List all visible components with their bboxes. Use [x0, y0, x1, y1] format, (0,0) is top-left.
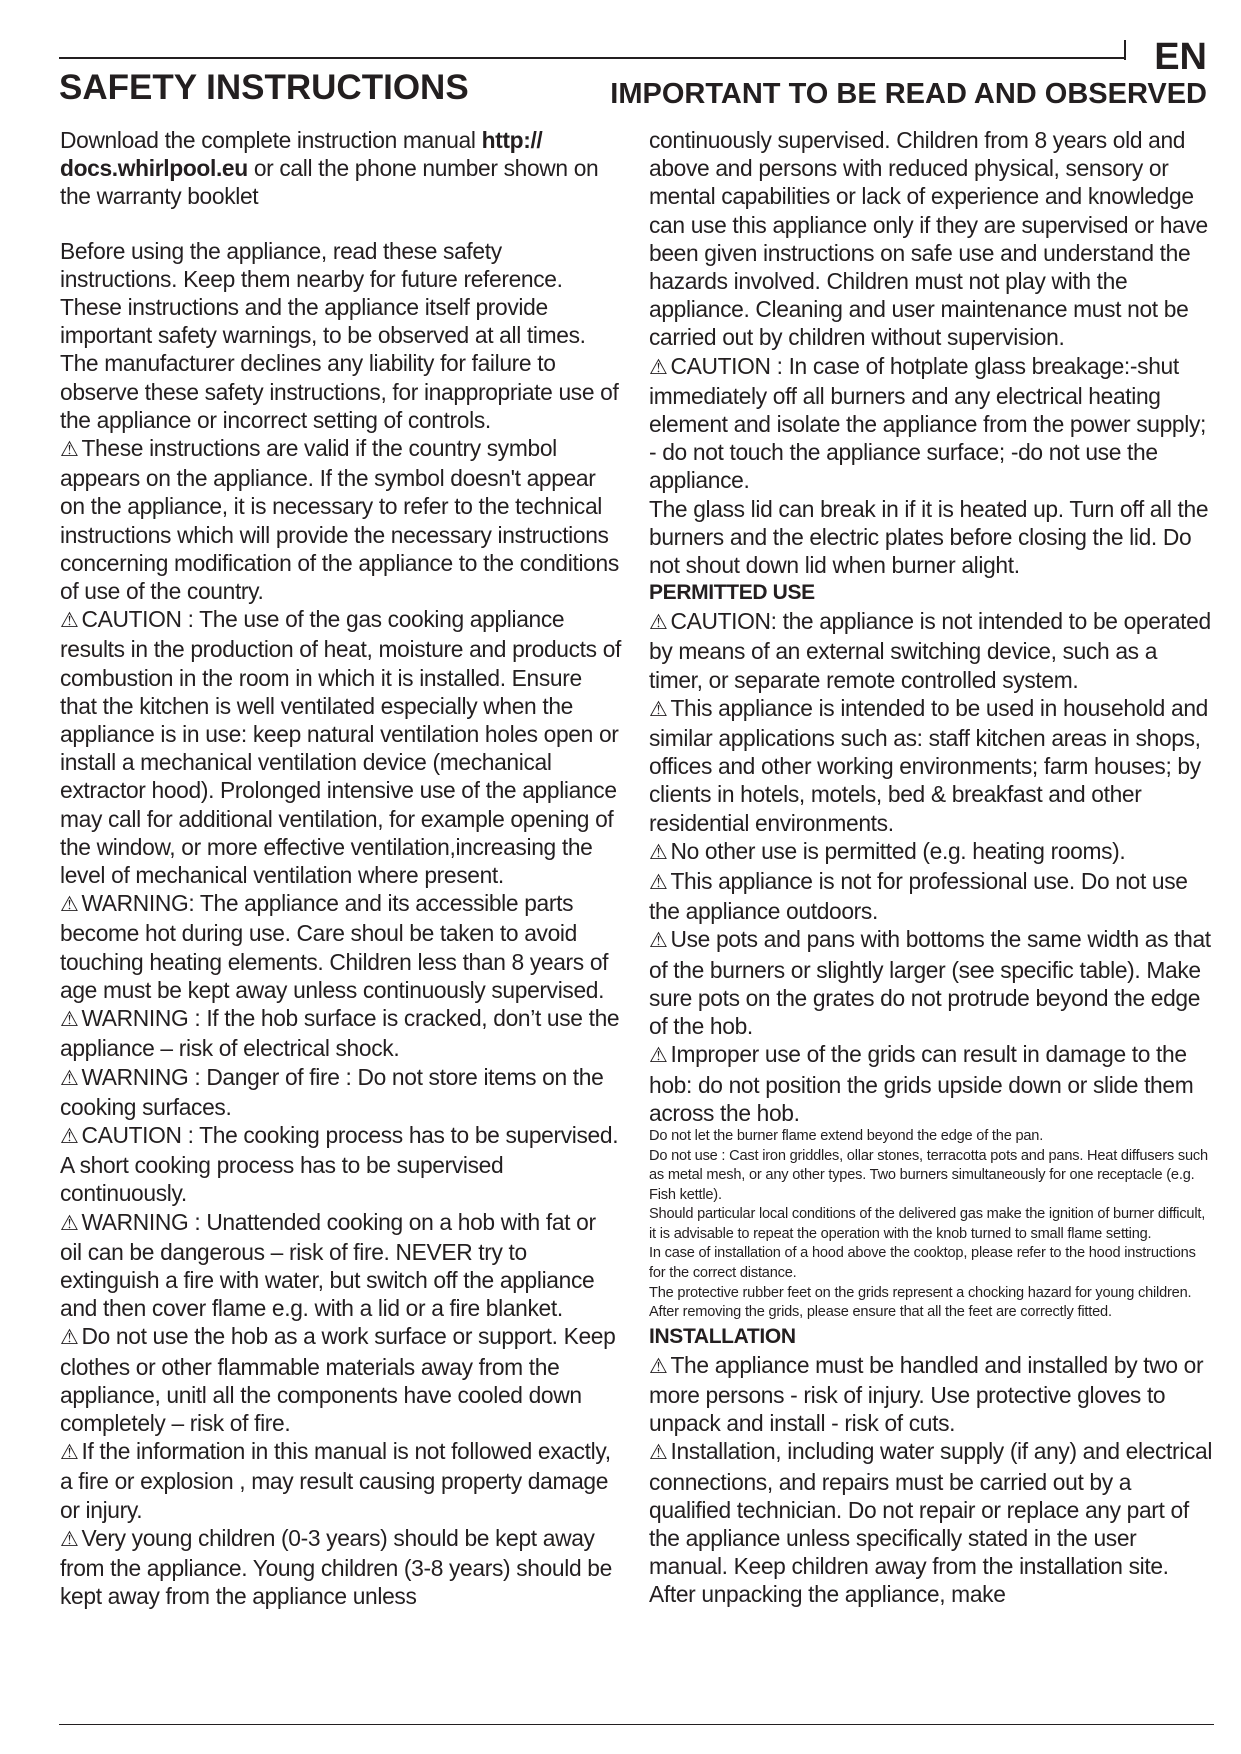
warning-triangle-icon: ⚠ [60, 1211, 79, 1235]
download-text-post: or call the phone number shown on the warranty booklet [60, 155, 599, 210]
warning-triangle-icon: ⚠ [649, 1044, 668, 1068]
warning-text: WARNING : If the hob surface is cracked, don’t use the appliance – risk of electrical shock. [60, 1005, 620, 1062]
warning-triangle-icon: ⚠ [60, 1008, 79, 1032]
small-note: Do not let the burner flame extend beyond the edge of the pan. [649, 1127, 1044, 1144]
page-subtitle: IMPORTANT TO BE READ AND OBSERVED [610, 78, 1207, 110]
warning-paragraph [649, 352, 1215, 495]
warning-text: WARNING : Danger of fire : Do not store items on the cooking surfaces. [60, 1063, 604, 1120]
warning-text: If the information in this manual is not followed exactly, a fire or explosion , may result causing property damage or injury. [60, 1438, 611, 1523]
warning-triangle-icon: ⚠ [60, 609, 79, 633]
warning-text: Very young children (0-3 years) should be kept away from the appliance. Young children (3-8 years) should be kept away from the appliance unless [60, 1524, 612, 1610]
warning-triangle-icon: ⚠ [649, 871, 668, 895]
warning-text: WARNING : Unattended cooking on a hob with fat or oil can be dangerous – risk of fire. NEVER try to extinguish a fire with water, but switch off the appliance and then cover flame e.g. with a lid or a fire blanket. [60, 1208, 596, 1322]
warning-triangle-icon: ⚠ [649, 1354, 668, 1378]
warning-text: Do not use the hob as a work surface or support. Keep clothes or other flammable materials away from the appliance, unitl all the components have cooled down completely – risk of fire. [60, 1323, 616, 1436]
warning-text: CAUTION : In case of hotplate glass breakage:-shut immediately off all burners and any electrical heating element and isolate the appliance from the power supply; - do not touch the appliance surface; -do not use the appliance. [649, 352, 1207, 494]
warning-text: Use pots and pans with bottoms the same width as that of the burners or slightly larger (see specific table). Make sure pots on the grates do not protrude beyond the edge of the hob. [649, 926, 1211, 1040]
body-paragraph: continuously supervised. Children from 8 years old and above and persons with reduced physical, sensory or mental capabilities or lack of experience and knowledge can use this appliance only if they are supervised or have been given instructions on safe use and understand the hazards involved. Children must not play with the appliance. Cleaning and user maintenance must not be carried out by children without supervision. [649, 127, 1208, 351]
warning-paragraph [60, 1437, 622, 1524]
warning-paragraph [649, 607, 1215, 694]
section-heading-installation: INSTALLATION [649, 1324, 796, 1348]
warning-text: This appliance is intended to be used in household and similar applications such as: staff kitchen areas in shops, offices and other working environments; farm houses; by clients in hotels, motels, bed & breakfast and other residential environments. [649, 694, 1208, 836]
right-column [649, 126, 1215, 1609]
warning-text: These instructions are valid if the country symbol appears on the appliance. If the symbol doesn't appear on the appliance, it is necessary to refer to the technical instructions which will provide the necessary instructions concerning modification of the appliance to the conditions of use of the country. [60, 435, 619, 605]
warning-text: CAUTION: the appliance is not intended to be operated by means of an external switching device, such as a timer, or separate remote controlled system. [649, 608, 1211, 693]
warning-paragraph [649, 1437, 1215, 1608]
warning-triangle-icon: ⚠ [60, 438, 79, 462]
warning-paragraph [649, 867, 1215, 925]
warning-paragraph [649, 1040, 1215, 1127]
language-code: EN [1154, 36, 1207, 78]
warning-paragraph [60, 1322, 622, 1437]
download-paragraph [60, 126, 622, 211]
left-column [60, 126, 622, 1610]
warning-paragraph [649, 694, 1215, 837]
warning-triangle-icon: ⚠ [649, 611, 668, 635]
header-rule [59, 57, 1124, 59]
warning-triangle-icon: ⚠ [60, 1124, 79, 1148]
warning-text: WARNING: The appliance and its accessible parts become hot during use. Care shoul be taken to avoid touching heating elements. Children less than 8 years of age must be kept away unless continuously supervised. [60, 890, 609, 1003]
warning-paragraph [60, 1063, 622, 1121]
small-note: Do not use : Cast iron griddles, ollar stones, terracotta pots and pans. Heat diffusers such as metal mesh, or any other types. Two burners simultaneously for one receptacle (e.g. Fish kettle). [649, 1147, 1208, 1203]
warning-paragraph [649, 925, 1215, 1040]
warning-text: The appliance must be handled and installed by two or more persons - risk of injury. Use protective gloves to unpack and install - risk of cuts. [649, 1351, 1204, 1437]
warning-paragraph [60, 889, 622, 1004]
warning-triangle-icon: ⚠ [60, 1527, 79, 1551]
warning-text: Installation, including water supply (if any) and electrical connections, and repairs must be carried out by a qualified technician. Do not repair or replace any part of the appliance unless specifically stated in the user manual. Keep children away from the installation site. After unpacking the appliance, make [649, 1438, 1213, 1608]
warning-paragraph [60, 605, 622, 889]
small-note: Should particular local conditions of the delivered gas make the ignition of burner difficult, it is advisable to repeat the operation with the knob turned to small flame setting. [649, 1206, 1206, 1242]
warning-paragraph [649, 1351, 1215, 1438]
download-text-pre: Download the complete instruction manual [60, 127, 482, 153]
intro-paragraph: Before using the appliance, read these safety instructions. Keep them nearby for future reference. These instructions and the appliance itself provide important safety warnings, to be observed at all times. The manufacturer declines any liability for failure to observe these safety instructions, for inappropriate use of the appliance or incorrect setting of controls. [60, 237, 619, 433]
warning-triangle-icon: ⚠ [60, 1066, 79, 1090]
page-title: SAFETY INSTRUCTIONS [59, 68, 469, 107]
warning-text: CAUTION : The use of the gas cooking appliance results in the production of heat, moisture and products of combustion in the room in which it is installed. Ensure that the kitchen is well ventilated especially when the appliance is in use: keep natural ventilation holes open or install a mechanical ventilation device (mechanical extractor hood). Prolonged intensive use of the appliance may call for additional ventilation, for example opening of the window, or more effective ventilation,increasing the level of mechanical ventilation where present. [60, 606, 622, 889]
body-paragraph: The glass lid can break in if it is heated up. Turn off all the burners and the electric plates before closing the lid. Do not shout down lid when burner alight. [649, 495, 1209, 579]
small-note: The protective rubber feet on the grids represent a chocking hazard for young children. After removing the grids, please ensure that all the feet are correctly fitted. [649, 1284, 1192, 1321]
warning-triangle-icon: ⚠ [649, 697, 668, 721]
warning-triangle-icon: ⚠ [649, 840, 668, 864]
warning-paragraph [60, 1121, 622, 1208]
warning-triangle-icon: ⚠ [649, 929, 668, 953]
warning-paragraph [649, 837, 1215, 867]
warning-triangle-icon: ⚠ [649, 355, 668, 379]
warning-triangle-icon: ⚠ [60, 1326, 79, 1350]
warning-text: This appliance is not for professional use. Do not use the appliance outdoors. [649, 868, 1188, 925]
footer-rule [59, 1724, 1214, 1725]
warning-paragraph [60, 1208, 622, 1323]
section-heading-permitted-use: PERMITTED USE [649, 581, 815, 605]
warning-paragraph [60, 434, 622, 605]
warning-triangle-icon: ⚠ [60, 1441, 79, 1465]
warning-text: Improper use of the grids can result in damage to the hob: do not position the grids upside down or slide them across the hob. [649, 1041, 1194, 1126]
warning-paragraph [60, 1524, 622, 1611]
warning-text: CAUTION : The cooking process has to be supervised. A short cooking process has to be supervised continuously. [60, 1121, 619, 1207]
warning-triangle-icon: ⚠ [649, 1441, 668, 1465]
small-note: In case of installation of a hood above the cooktop, please refer to the hood instructions for the correct distance. [649, 1245, 1196, 1282]
header-rule-tick [1124, 40, 1126, 60]
warning-triangle-icon: ⚠ [60, 893, 79, 917]
manual-link[interactable]: http:// docs.whirlpool.eu [60, 127, 543, 182]
warning-text: No other use is permitted (e.g. heating rooms). [670, 837, 1126, 864]
warning-paragraph [60, 1004, 622, 1062]
